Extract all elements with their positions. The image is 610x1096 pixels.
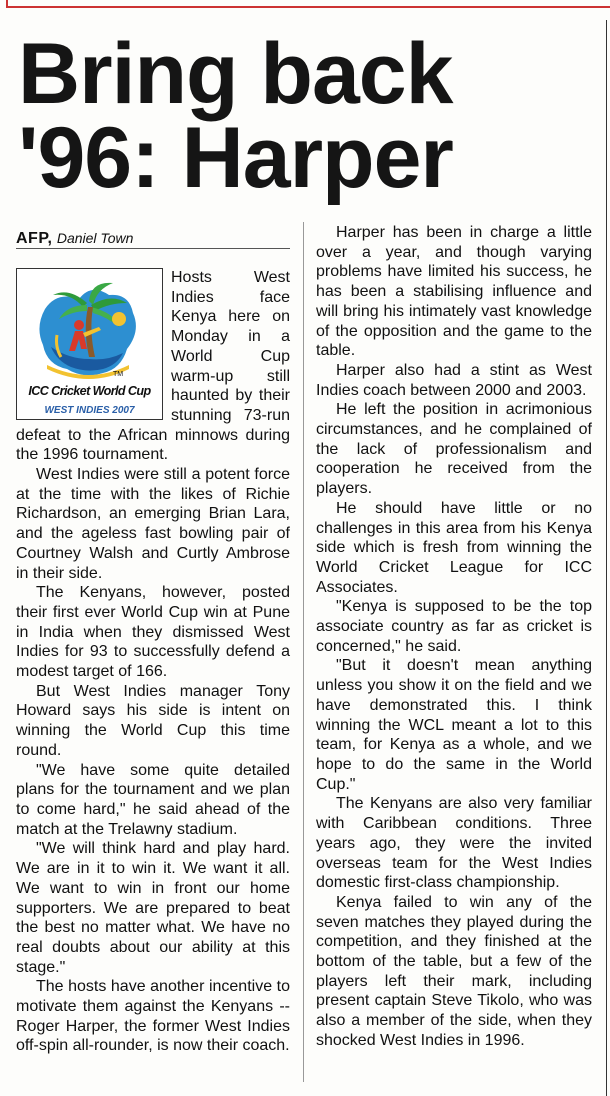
headline: Bring back '96: Harper [18, 26, 453, 206]
paragraph: "Kenya is supposed to be the top associate country as far as cricket is concerned," he said. [316, 598, 592, 655]
paragraph: He should have little or no challenges in this area from his Kenya side which is fresh from winning the World Cricket League for ICC Associates. [316, 499, 592, 596]
byline-location: Daniel Town [56, 230, 134, 246]
paragraph: The hosts have another incentive to motivate them against the Kenyans -- Roger Harper, the former West Indies off-spin all-rounder, is now their coach. [16, 978, 290, 1055]
trademark: TM [113, 371, 124, 378]
top-border [6, 0, 610, 8]
paragraph: The Kenyans, however, posted their first ever World Cup win at Pune in India when they dismissed West Indies for 93 to successfully defend a modest target of 166. [16, 584, 290, 681]
column-divider [303, 222, 304, 1082]
world-cup-logo [16, 268, 163, 420]
logo-subtitle: WEST INDIES 2007 [44, 405, 135, 416]
article-column-1 [16, 228, 290, 1056]
paragraph: The Kenyans are also very familiar with Caribbean conditions. Three years ago, they were the invited overseas team for the West Indies domestic first-class championship. [316, 795, 592, 892]
paragraph: Hosts West Indies face Kenya here on Monday in a World Cup warm-up still haunted by their stunning 73-run defeat to the African minnows during the 1996 tournament. [16, 269, 290, 464]
paragraph: West Indies were still a potent force at the time with the likes of Richie Richardson, an emerging Brian Lara, and the ageless fast bowling pair of Courtney Walsh and Curtly Ambrose in their side. [16, 466, 290, 582]
paragraph: "We will think hard and play hard. We are in it to win it. We want it all. We want to win in front our home supporters. We are prepared to beat the best no matter what. We have no real doubts about our ability at this stage." [16, 840, 290, 976]
paragraph: "We have some quite detailed plans for the tournament and we plan to come hard," he said ahead of the match at the Trelawny stadium. [16, 761, 290, 838]
logo-title: ICC Cricket World Cup [28, 384, 151, 398]
article-column-2 [316, 223, 592, 1051]
byline [16, 228, 290, 249]
byline-source: AFP, [16, 230, 53, 247]
paragraph: But West Indies manager Tony Howard says his side is intent on winning the World Cup this time round. [16, 682, 290, 759]
paragraph: Harper has been in charge a little over a year, and though varying problems have limited his success, he has been a stabilising influence and will bring his intimately vast knowledge of the opposition and the game to the table. [316, 224, 592, 360]
paragraph: He left the position in acrimonious circumstances, and he complained of the lack of professionalism and cooperation he received from the players. [316, 401, 592, 498]
paragraph: Harper also had a stint as West Indies coach between 2000 and 2003. [316, 361, 592, 399]
right-border [606, 20, 607, 1096]
paragraph: Kenya failed to win any of the seven matches they played during the competition, and they finished at the bottom of the table, but a few of the players left their mark, including present captain Steve Tikolo, who was also a member of the side, when they shocked West Indies in 1996. [316, 893, 592, 1049]
paragraph: "But it doesn't mean anything unless you show it on the field and we have demonstrated this. I think winning the WCL meant a lot to this team, for Kenya as a whole, and we hope to do the same in the World Cup." [316, 657, 592, 793]
